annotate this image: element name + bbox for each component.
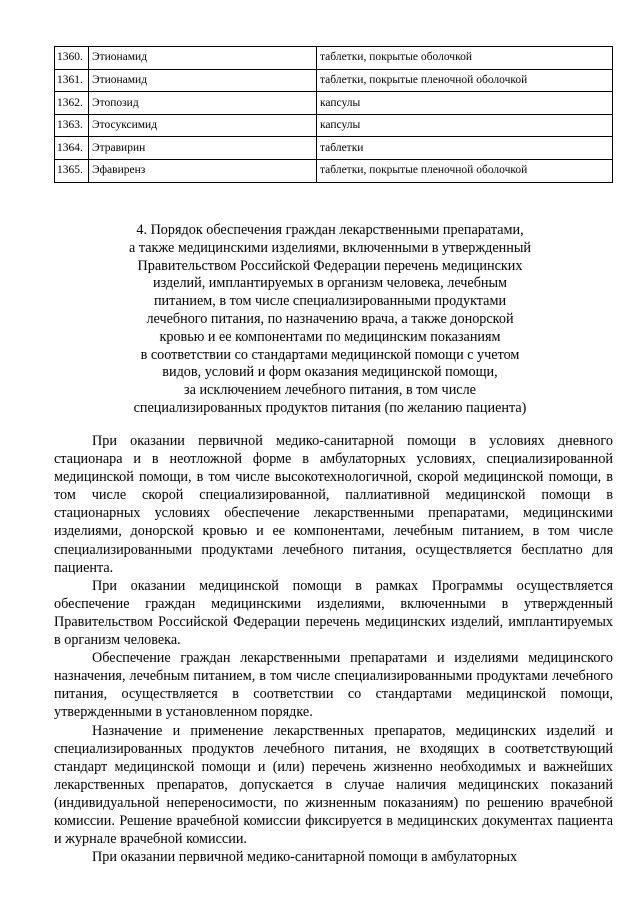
dosage-form: таблетки, покрытые пленочной оболочкой (317, 69, 613, 92)
heading-line: изделий, имплантируемых в организм человека, лечебным (152, 275, 508, 292)
paragraph: Назначение и применение лекарственных препаратов, медицинских изделий и специализированных продуктов лечебного питания, не входящих в соответствующий стандарт медицинской помощи и (или) перечень жизненно необходимых и важнейших лекарственных препаратов, допускается в случае наличия медицинских показаний (индивидуальной непереносимости, по жизненным показаниям) по решению врачебной комиссии. Решение врачебной комиссии фиксируется в медицинских документах пациента и журнале врачебной комиссии. (54, 722, 613, 848)
table-row (55, 69, 613, 92)
table-row (55, 47, 613, 70)
drug-name: Эфавиренз (89, 159, 317, 182)
heading-line: 4. Порядок обеспечения граждан лекарственными препаратами, (136, 222, 524, 238)
dosage-form: таблетки (317, 137, 613, 160)
heading-line: питанием, в том числе специализированными продуктами (153, 293, 507, 310)
drug-name: Этионамид (89, 47, 317, 70)
paragraph: При оказании медицинской помощи в рамках Программы осуществляется обеспечение граждан медицинскими изделиями, включенными в утвержденный Правительством Российской Федерации перечень медицинских изделий, имплантируемых в организм человека. (54, 577, 613, 649)
table-row (55, 137, 613, 160)
dosage-form: таблетки, покрытые оболочкой (317, 47, 613, 70)
dosage-form: таблетки, покрытые пленочной оболочкой (317, 159, 613, 182)
heading-line: видов, условий и форм оказания медицинской помощи, (162, 364, 498, 381)
drug-list-table (54, 46, 613, 183)
paragraph: Обеспечение граждан лекарственными препаратами и изделиями медицинского назначения, лечебным питанием, в том числе специализированными продуктами лечебного питания, осуществляется в соответствии со стандартами медицинской помощи, утвержденными в установленном порядке. (54, 650, 613, 721)
drug-name: Этионамид (89, 69, 317, 92)
dosage-form: капсулы (317, 92, 613, 115)
drug-name: Этосуксимид (89, 114, 317, 137)
dosage-form: капсулы (317, 114, 613, 137)
row-number: 1364. (55, 137, 89, 160)
paragraph: При оказании первичной медико-санитарной помощи в амбулаторных (92, 849, 518, 866)
paragraph: При оказании первичной медико-санитарной помощи в условиях дневного стационара и в неотложной форме в амбулаторных условиях, специализированной медицинской помощи, в том числе высокотехнологичной, скорой медицинской помощи, в том числе скорой специализированной, паллиативной медицинской помощи в стационарных условиях обеспечение лекарственными препаратами, медицинскими изделиями, донорской кровью и ее компонентами, лечебным питанием, в том числе специализированными продуктами лечебного питания, осуществляется бесплатно для пациента. (54, 433, 613, 576)
heading-line: специализированных продуктов питания (по желанию пациента) (133, 399, 527, 416)
heading-line: а также медицинскими изделиями, включенными в утвержденный (129, 239, 531, 256)
row-number: 1362. (55, 92, 89, 115)
body-text (54, 432, 613, 866)
drug-name: Этопозид (89, 92, 317, 115)
drug-list-body (55, 47, 613, 183)
row-number: 1365. (55, 159, 89, 182)
heading-line: кровью и ее компонентами по медицинским показаниям (159, 328, 501, 345)
drug-name: Этравирин (89, 137, 317, 160)
row-number: 1361. (55, 69, 89, 92)
section-heading (80, 222, 580, 418)
heading-line: лечебного питания, по назначению врача, а также донорской (146, 310, 514, 327)
heading-line: за исключением лечебного питания, в том числе (184, 382, 476, 399)
heading-line: в соответствии со стандартами медицинской помощи с учетом (140, 346, 520, 363)
row-number: 1363. (55, 114, 89, 137)
table-row (55, 92, 613, 115)
table-row (55, 159, 613, 182)
row-number: 1360. (55, 47, 89, 70)
heading-line: Правительством Российской Федерации перечень медицинских (137, 257, 523, 274)
table-row (55, 114, 613, 137)
